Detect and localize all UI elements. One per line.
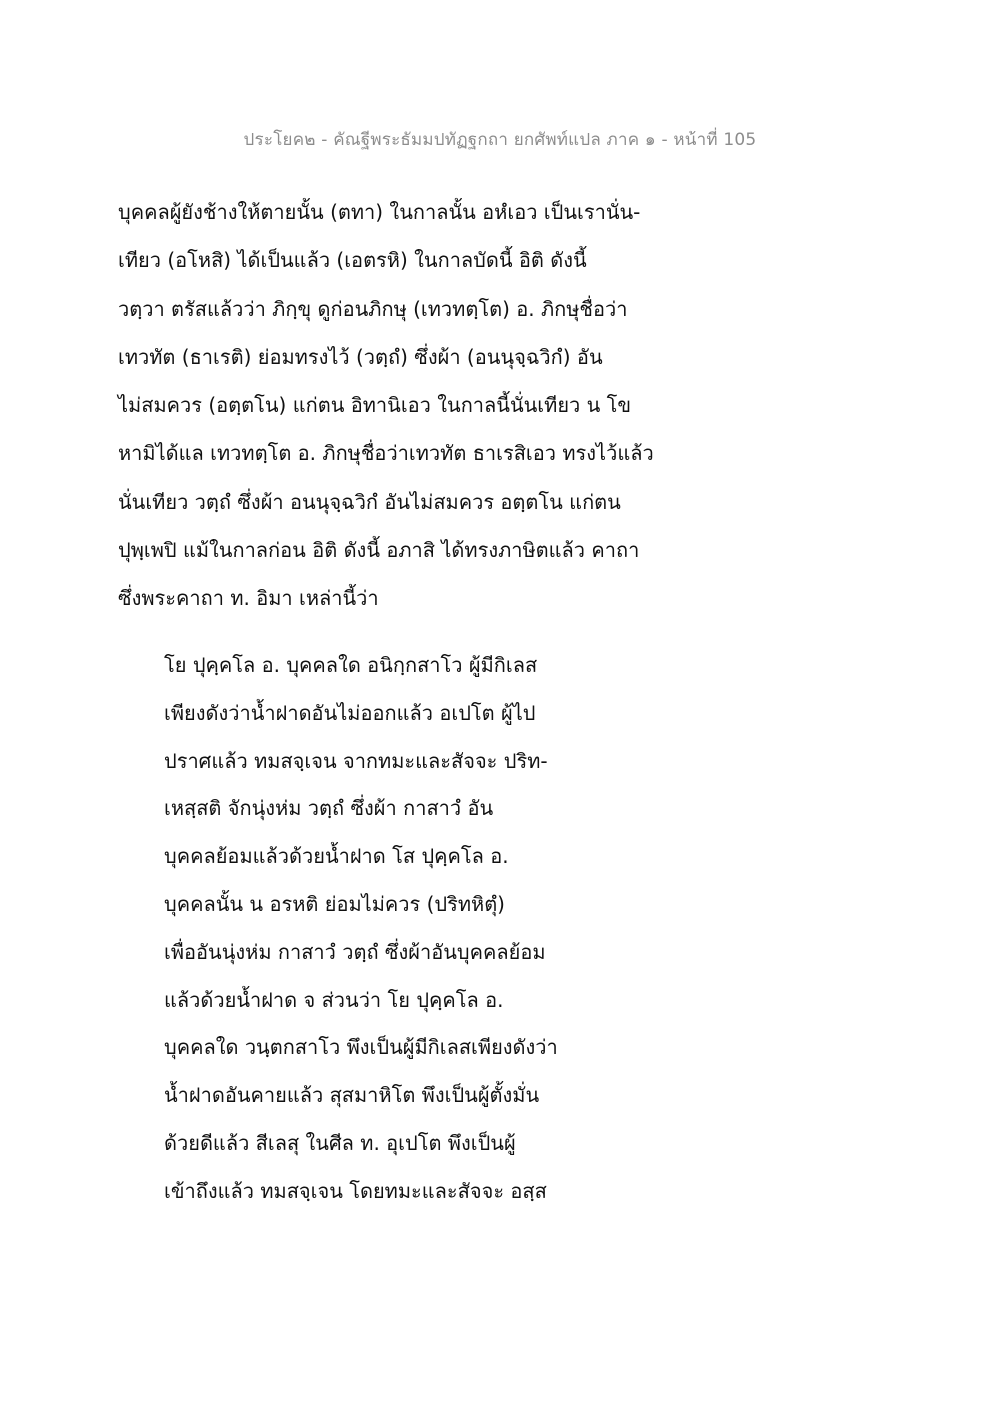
- paragraph-line: วตฺวา ตรัสแล้วว่า ภิกฺขุ ดูก่อนภิกษุ (เทวทตฺโต) อ. ภิกษุชื่อว่า: [118, 296, 628, 321]
- paragraph-line: ไม่สมควร (อตฺตโน) แก่ตน อิทานิเอว ในกาลนี้นั่นเทียว น โข: [118, 393, 632, 418]
- verse-line: เหสฺสติ จักนุ่งห่ม วตฺถํ ซึ่งผ้า กาสาวํ อัน: [164, 796, 494, 821]
- paragraph-line: บุคคลผู้ยังช้างให้ตายนั้น (ตทา) ในกาลนั้น อหํเอว เป็นเรานั่น-: [118, 200, 641, 224]
- verse-line: แล้วด้วยน้ำฝาด จ ส่วนว่า โย ปุคฺคโล อ.: [164, 987, 504, 1012]
- page-header: ประโยค๒ - คัณฐีพระธัมมปทัฏฐกถา ยกศัพท์แปล ภาค ๑ - หน้าที่ 105: [243, 130, 757, 150]
- verse-line: ปราศแล้ว ทมสจฺเจน จากทมะและสัจจะ ปริท-: [164, 748, 548, 773]
- verse-block: [164, 642, 684, 1216]
- verse-line: บุคคลใด วนฺตกสาโว พึงเป็นผู้มีกิเลสเพียงดังว่า: [164, 1035, 558, 1060]
- body-paragraph: [118, 188, 678, 623]
- verse-line: เข้าถึงแล้ว ทมสจฺเจน โดยทมะและสัจจะ อสฺส: [164, 1178, 547, 1203]
- paragraph-line: นั่นเทียว วตฺถํ ซึ่งผ้า อนนุจฺฉวิกํ อันไม่สมควร อตฺตโน แก่ตน: [118, 489, 621, 514]
- verse-line: น้ำฝาดอันคายแล้ว สุสมาหิโต พึงเป็นผู้ตั้งมั่น: [164, 1083, 540, 1108]
- paragraph-line: เทวทัต (ธาเรติ) ย่อมทรงไว้ (วตฺถํ) ซึ่งผ้า (อนนุจฺฉวิกํ) อัน: [118, 344, 603, 369]
- verse-line: บุคคลนั้น น อรหติ ย่อมไม่ควร (ปริทหิตุํ): [164, 891, 505, 916]
- verse-line: บุคคลย้อมแล้วด้วยน้ำฝาด โส ปุคฺคโล อ.: [164, 844, 509, 869]
- paragraph-line: หามิได้แล เทวทตฺโต อ. ภิกษุชื่อว่าเทวทัต ธาเรสิเอว ทรงไว้แล้ว: [118, 441, 654, 466]
- verse-line: โย ปุคฺคโล อ. บุคคลใด อนิกฺกสาโว ผู้มีกิเลส: [164, 653, 538, 677]
- paragraph-line: ปุพฺเพปิ แม้ในกาลก่อน อิติ ดังนี้ อภาสิ ได้ทรงภาษิตแล้ว คาถา: [118, 538, 640, 563]
- paragraph-line: เทียว (อโหสิ) ได้เป็นแล้ว (เอตรหิ) ในกาลบัดนี้ อิติ ดังนี้: [118, 248, 587, 273]
- paragraph-line: ซึ่งพระคาถา ท. อิมา เหล่านี้ว่า: [118, 586, 379, 611]
- verse-line: เพื่ออันนุ่งห่ม กาสาวํ วตฺถํ ซึ่งผ้าอันบุคคลย้อม: [164, 939, 546, 964]
- verse-line: เพียงดังว่าน้ำฝาดอันไม่ออกแล้ว อเปโต ผู้ไป: [164, 700, 536, 725]
- verse-line: ด้วยดีแล้ว สีเลสุ ในศีล ท. อุเปโต พึงเป็นผู้: [164, 1130, 516, 1155]
